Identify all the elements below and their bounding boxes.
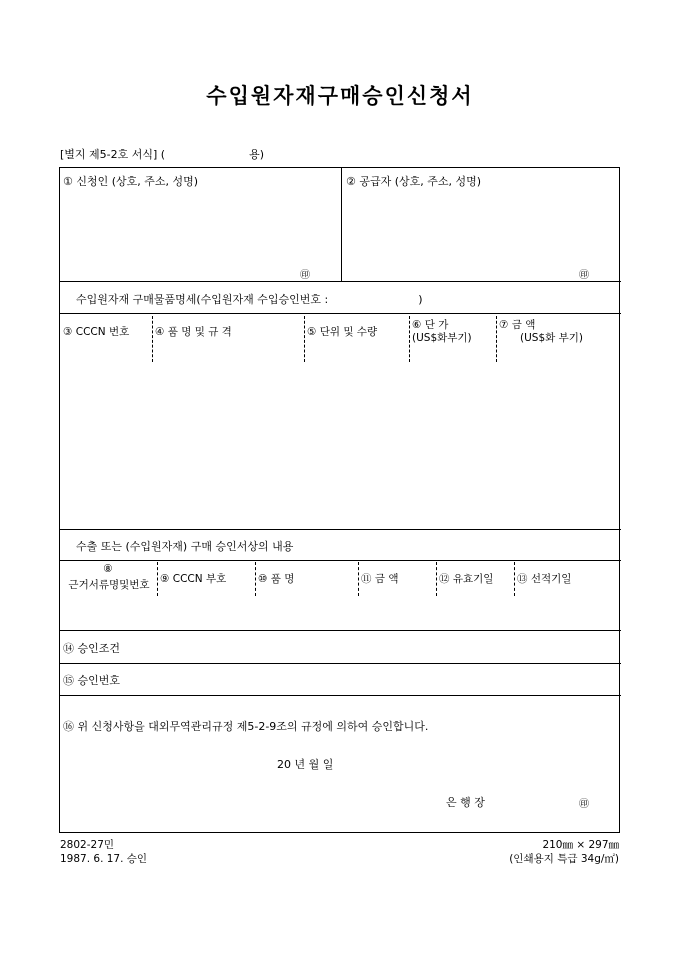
- divider: [341, 168, 342, 281]
- col-item-spec: ④ 품 명 및 규 격: [155, 326, 232, 338]
- col-item-name: ⑩ 품 명: [258, 573, 295, 585]
- col-shipping-date: ⑬ 선적기일: [517, 573, 572, 585]
- paper-size: 210㎜ × 297㎜: [542, 839, 619, 851]
- divider: [409, 316, 410, 362]
- col-cccn-number: ③ CCCN 번호: [63, 326, 130, 338]
- form-label: [60, 146, 264, 162]
- form-number: 2802-27민: [60, 839, 115, 851]
- divider: [60, 663, 621, 664]
- application-form: [59, 167, 620, 833]
- col-unit-quantity: ⑤ 단위 및 수량: [307, 326, 378, 338]
- supplier-label: ② 공급자 (상호, 주소, 성명): [346, 175, 482, 188]
- col-amount-note: (US$화 부기): [520, 332, 583, 344]
- approval-statement: ⑯ 위 신청사항을 대외무역관리규정 제5-2-9조의 규정에 의하여 승인합니다.: [63, 720, 429, 733]
- divider: [304, 316, 305, 362]
- approval-date: 1987. 6. 17. 승인: [60, 853, 148, 865]
- bank-head: 은 행 장: [446, 796, 485, 809]
- col-cccn-code: ⑨ CCCN 부호: [160, 573, 227, 585]
- divider: [60, 313, 621, 314]
- divider: [152, 316, 153, 362]
- divider: [514, 562, 515, 596]
- col-basis-document: 근거서류명및번호: [68, 579, 150, 591]
- export-header: 수출 또는 (수입원자재) 구매 승인서상의 내용: [76, 540, 294, 553]
- divider: [60, 281, 621, 282]
- col-unit-price-note: (US$화부기): [412, 332, 472, 344]
- seal-icon: ㊞: [579, 270, 589, 281]
- applicant-label: ① 신청인 (상호, 주소, 성명): [63, 175, 199, 188]
- divider: [496, 316, 497, 362]
- col-valid-date: ⑫ 유효기일: [439, 573, 494, 585]
- date-line: 20 년 월 일: [277, 758, 334, 771]
- col-amount: ⑦ 금 액: [499, 319, 536, 331]
- spec-header-text: 수입원자재 구매물품명세(수입원자재 수입승인번호 :: [76, 293, 329, 306]
- divider: [358, 562, 359, 596]
- seal-icon: ㊞: [579, 799, 589, 810]
- approval-conditions: ⑭ 승인조건: [63, 642, 121, 655]
- divider: [60, 560, 621, 561]
- spec-header: [76, 291, 423, 307]
- col-basis-number-label: ⑧: [103, 563, 113, 575]
- divider: [436, 562, 437, 596]
- page-title: 수입원자재구매승인신청서: [206, 83, 474, 108]
- paper-spec: (인쇄용지 특급 34g/㎡): [509, 853, 619, 865]
- divider: [60, 529, 621, 530]
- spec-header-end: ): [418, 293, 423, 306]
- form-label-end: 용): [249, 148, 265, 161]
- divider: [60, 630, 621, 631]
- col-export-amount: ⑪ 금 액: [361, 573, 399, 585]
- form-label-start: [별지 제5-2호 서식] (: [60, 148, 166, 161]
- divider: [255, 562, 256, 596]
- seal-icon: ㊞: [300, 270, 310, 281]
- col-unit-price: ⑥ 단 가: [412, 319, 449, 331]
- divider: [60, 695, 621, 696]
- approval-number: ⑮ 승인번호: [63, 674, 121, 687]
